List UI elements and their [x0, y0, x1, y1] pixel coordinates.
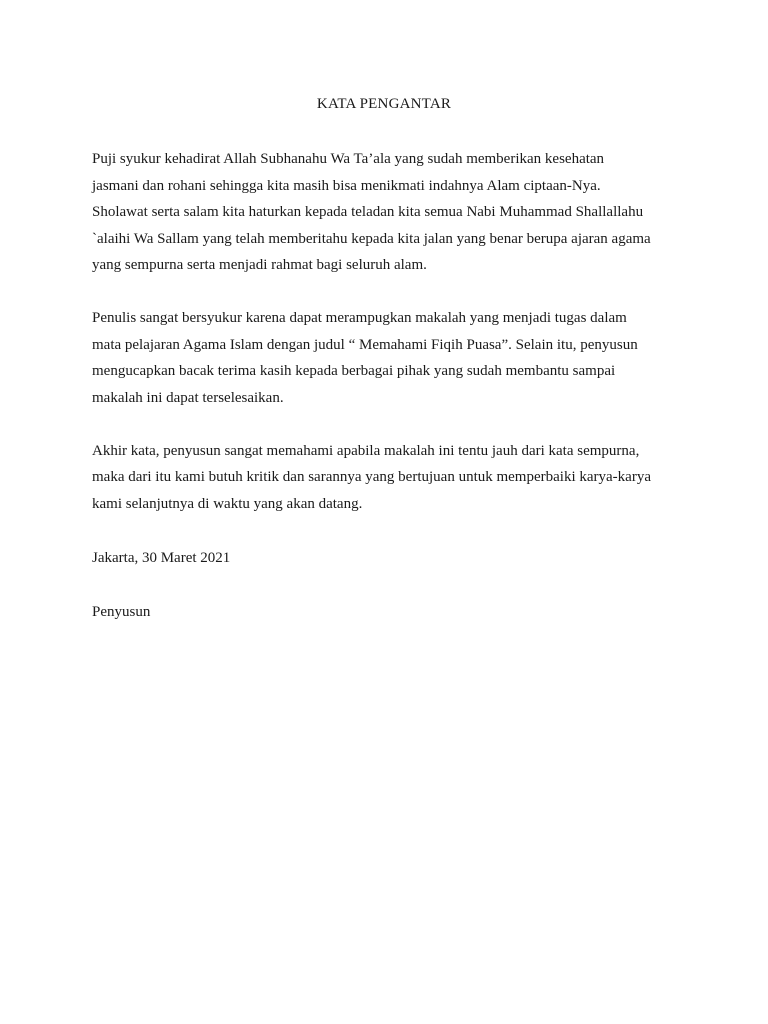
paragraph-line: Penulis sangat bersyukur karena dapat merampugkan makalah yang menjadi tugas dalam [92, 310, 627, 326]
paragraph-line: makalah ini dapat terselesaikan. [92, 390, 284, 406]
paragraph-line: Puji syukur kehadirat Allah Subhanahu Wa Ta’ala yang sudah memberikan kesehatan [92, 151, 605, 167]
paragraph-line: Akhir kata, penyusun sangat memahami apabila makalah ini tentu jauh dari kata sempurna, [92, 443, 640, 459]
signature-label: Penyusun [92, 604, 151, 620]
paragraph-line: jasmani dan rohani sehingga kita masih bisa menikmati indahnya Alam ciptaan-Nya. [92, 178, 601, 194]
paragraph-line: Sholawat serta salam kita haturkan kepada teladan kita semua Nabi Muhammad Shallallahu [92, 204, 644, 220]
paragraph-line: maka dari itu kami butuh kritik dan sarannya yang bertujuan untuk memperbaiki karya-karya [92, 469, 651, 485]
paragraph-line: `alaihi Wa Sallam yang telah memberitahu kepada kita jalan yang benar berupa ajaran agama [92, 231, 651, 247]
document-title: KATA PENGANTAR [316, 96, 452, 112]
paragraph-line: yang sempurna serta menjadi rahmat bagi seluruh alam. [92, 257, 427, 273]
paragraph-line: mata pelajaran Agama Islam dengan judul “ Memahami Fiqih Puasa”. Selain itu, penyusun [92, 337, 638, 353]
paragraph-line: kami selanjutnya di waktu yang akan datang. [92, 496, 363, 512]
place-date: Jakarta, 30 Maret 2021 [92, 550, 231, 566]
paragraph-line: mengucapkan bacak terima kasih kepada berbagai pihak yang sudah membantu sampai [92, 363, 616, 379]
